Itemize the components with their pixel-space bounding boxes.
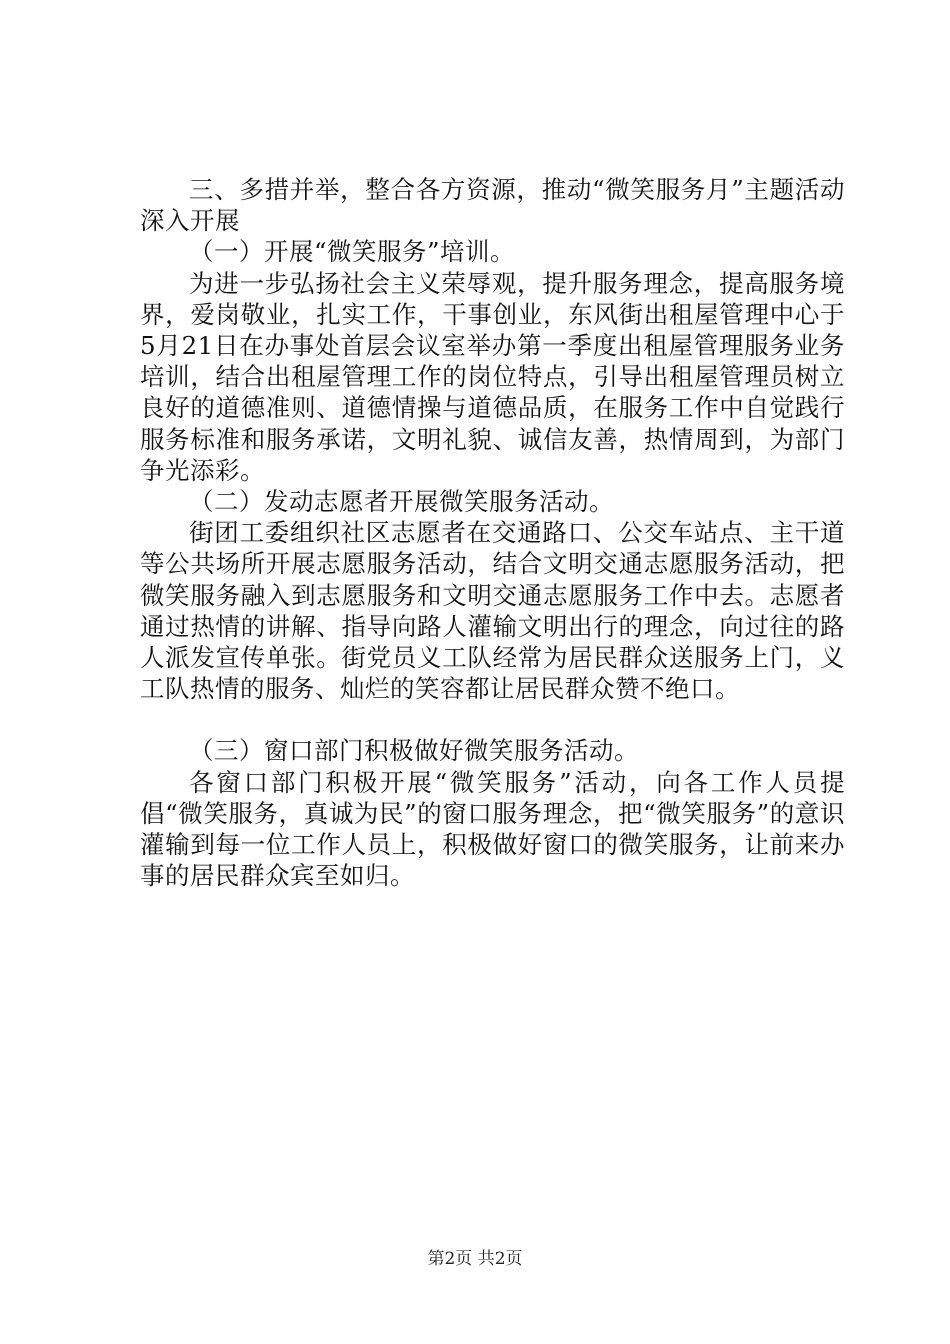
- document-body: [140, 174, 845, 891]
- subsection-heading-2: （二）发动志愿者开展微笑服务活动。: [189, 487, 614, 517]
- subsection-heading-3: （三）窗口部门积极做好微笑服务活动。: [189, 736, 639, 766]
- subsection-heading-1: （一）开展“微笑服务”培训。: [189, 237, 516, 267]
- body-paragraph-2: 街团工委组织社区志愿者在交通路口、公交车站点、主干道等公共场所开展志愿服务活动，结合文明交通志愿服务活动，把微笑服务融入到志愿服务和文明交通志愿服务工作中去。志愿者通过热情的讲解、指导向路人灌输文明出行的理念，向过往的路人派发宣传单张。街党员义工队经常为居民群众送服务上门，义工队热情的服务、灿烂的笑容都让居民群众赞不绝口。: [140, 518, 845, 704]
- page-footer: 第2页 共2页: [427, 1249, 523, 1269]
- section-heading: 三、多措并举，整合各方资源，推动“微笑服务月”主题活动深入开展: [140, 175, 845, 236]
- body-paragraph-3: 各窗口部门积极开展“微笑服务”活动，向各工作人员提倡“微笑服务，真诚为民”的窗口服务理念，把“微笑服务”的意识灌输到每一位工作人员上，积极做好窗口的微笑服务，让前来办事的居民群众宾至如归。: [140, 767, 845, 891]
- body-paragraph-1: 为进一步弘扬社会主义荣辱观，提升服务理念，提高服务境界，爱岗敬业，扎实工作，干事创业，东风街出租屋管理中心于5月21日在办事处首层会议室举办第一季度出租屋管理服务业务培训，结合出租屋管理工作的岗位特点，引导出租屋管理员树立良好的道德准则、道德情操与道德品质，在服务工作中自觉践行服务标准和服务承诺，文明礼貌、诚信友善，热情周到，为部门争光添彩。: [140, 268, 845, 485]
